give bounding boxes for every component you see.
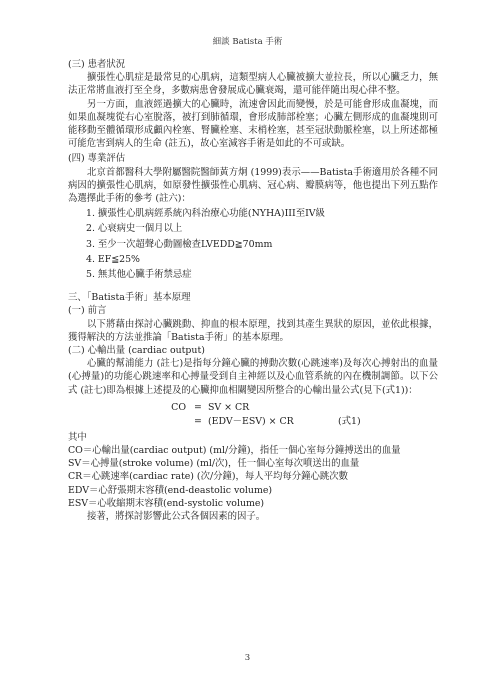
chapter-heading: 三、「Batista手術」基本原理 [68,292,191,304]
list-item: 1. 擴張性心肌病經系統內科治療心功能(NYHA)III至IV級 [86,208,325,220]
formula-row [68,415,438,429]
section-heading-patient-condition: (三) 患者狀況 [68,59,126,70]
closing-paragraph: 接著，將探討影響此公式各個因素的因子。 [87,511,266,523]
definition-line: EDV＝心舒張期末容積(end-deastolic volume) [68,484,273,496]
formula-tag: (式1) [338,415,361,427]
formula-equals: = [194,415,202,427]
formula-lhs: CO [171,401,186,413]
page-number: 3 [244,653,251,663]
paragraph: 北京首都醫科大學附屬醫院醫師黃方炯 (1999)表示——Batista手術適用於各種不同病因的擴張性心肌病，如原發性擴張性心肌病、冠心病、瓣膜病等，他也提出下列五點作為選擇此手術的參考 (註六)： [68,166,438,205]
where-label: 其中 [68,431,87,443]
list-item: 2. 心衰病史一個月以上 [86,223,183,235]
running-header: 細談 Batista 手術 [212,37,283,47]
subsection-heading-intro: (一) 前言 [68,305,107,317]
definition-line: ESV＝心收縮期末容積(end-systolic volume) [68,497,265,509]
cardiac-output-formula [68,401,438,429]
formula-equals: = [194,401,202,413]
formula-rhs: (EDV－ESV) × CR [208,415,294,427]
section-heading-professional-assessment: (四) 專業評估 [68,153,126,165]
definition-line: SV＝心搏量(stroke volume) (ml/次)，任一個心室每次噴送出的血量 [68,458,360,470]
list-item: 4. EF≦25% [86,253,140,265]
paragraph: 以下將藉由探討心臟跳動、抑血的根本原理，找到其產生異狀的原因，並依此根據，獲得解決的方法並推論「Batista手術」的基本原理。 [68,318,438,343]
paragraph: 心臟的幫浦能力 (註七)是指每分鐘心臟的搏動次數(心跳速率)及每次心搏射出的血量(心搏量)的功能心跳速率和心搏量受到自主神經以及心血管系統的內在機制調節。以下公式 (註七)即為根據上述提及的心臟抑血相關變因所整合的心輸出量公式(見下(式1))： [68,358,438,396]
formula-rhs: SV × CR [208,401,250,413]
list-item: 5. 無其他心臟手術禁忌症 [86,269,192,281]
list-item: 3. 至少一次超聲心動圖檢查LVEDD≧70mm [86,238,273,250]
paragraph: 擴張性心肌症是最常見的心肌病，這類型病人心臟被擴大並拉長，所以心臟乏力，無法正常將血液打至全身，多數病患會發展成心臟衰竭，還可能伴隨出現心律不整。 [68,72,438,97]
document-body [68,56,438,523]
definition-line: CR＝心跳速率(cardiac rate) (次/分鐘)，每人平均每分鐘心跳次數 [68,471,349,483]
subsection-heading-cardiac-output: (二) 心輸出量 (cardiac output) [68,345,205,357]
criteria-list [86,207,438,281]
definition-line: CO＝心輸出量(cardiac output) (ml/分鐘)，指任一個心室每分鐘搏送出的血量 [68,445,401,457]
formula-row [68,401,438,415]
paragraph: 另一方面，血液經過擴大的心臟時，流速會因此而變慢，於是可能會形成血凝塊，而如果血凝塊從右心室脫落，被打到肺循環，會形成肺部栓塞；心臟左側形成的血凝塊則可能移動至體循環形成顱內栓塞、腎臟栓塞、末梢栓塞，甚至冠狀動脈栓塞，以上所述都極可能危害到病人的生命 (註五)，故心室減容手術是如此的不可或缺。 [68,98,438,150]
